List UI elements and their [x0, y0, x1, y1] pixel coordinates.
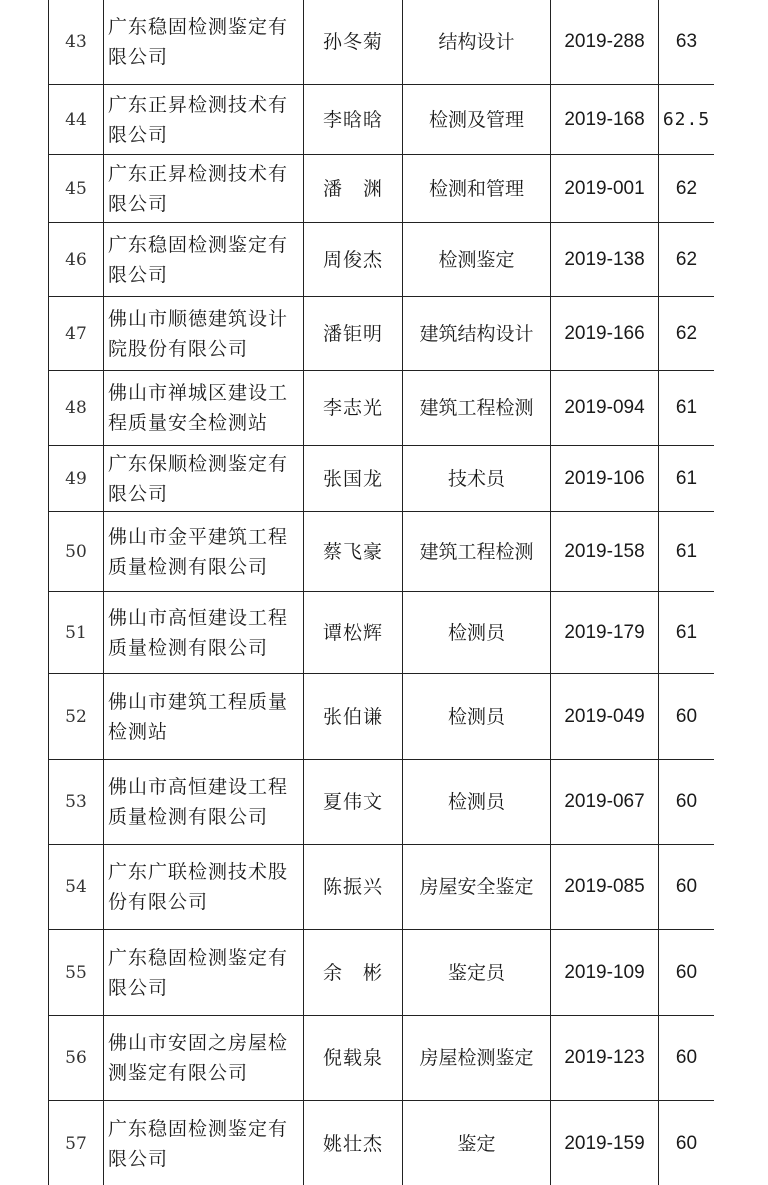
company-name: 广东保顺检测鉴定有限公司 — [104, 446, 304, 512]
certificate-number: 2019-109 — [551, 930, 659, 1016]
company-name: 广东稳固检测鉴定有限公司 — [104, 223, 304, 297]
specialty: 鉴定员 — [403, 930, 551, 1016]
table-row — [49, 297, 715, 371]
company-name: 佛山市高恒建设工程质量检测有限公司 — [104, 592, 304, 674]
specialty: 建筑工程检测 — [403, 512, 551, 592]
specialty: 检测员 — [403, 592, 551, 674]
specialty: 鉴定 — [403, 1101, 551, 1185]
table-row — [49, 512, 715, 592]
score: 60 — [659, 1101, 715, 1185]
specialty: 检测鉴定 — [403, 223, 551, 297]
row-index: 50 — [49, 512, 104, 592]
table-body — [49, 0, 715, 1185]
score: 61 — [659, 446, 715, 512]
person-name: 李志光 — [304, 371, 403, 446]
row-index: 47 — [49, 297, 104, 371]
certificate-number: 2019-166 — [551, 297, 659, 371]
score: 60 — [659, 845, 715, 930]
specialty: 结构设计 — [403, 0, 551, 85]
certificate-number: 2019-179 — [551, 592, 659, 674]
certificate-number: 2019-085 — [551, 845, 659, 930]
certificate-number: 2019-288 — [551, 0, 659, 85]
table-row — [49, 592, 715, 674]
table-row — [49, 845, 715, 930]
specialty: 检测员 — [403, 760, 551, 845]
score: 63 — [659, 0, 715, 85]
certificate-number: 2019-094 — [551, 371, 659, 446]
specialty: 检测员 — [403, 674, 551, 760]
specialty: 房屋检测鉴定 — [403, 1016, 551, 1101]
person-name: 张国龙 — [304, 446, 403, 512]
row-index: 52 — [49, 674, 104, 760]
row-index: 57 — [49, 1101, 104, 1185]
person-name: 余 彬 — [304, 930, 403, 1016]
table-row — [49, 223, 715, 297]
certificate-number: 2019-049 — [551, 674, 659, 760]
table-row — [49, 1016, 715, 1101]
specialty: 检测及管理 — [403, 85, 551, 155]
company-name: 广东稳固检测鉴定有限公司 — [104, 0, 304, 85]
score: 62.5 — [659, 85, 715, 155]
row-index: 43 — [49, 0, 104, 85]
row-index: 51 — [49, 592, 104, 674]
company-name: 广东稳固检测鉴定有限公司 — [104, 930, 304, 1016]
person-name: 张伯谦 — [304, 674, 403, 760]
certificate-number: 2019-067 — [551, 760, 659, 845]
certificate-number: 2019-168 — [551, 85, 659, 155]
table-row — [49, 674, 715, 760]
row-index: 46 — [49, 223, 104, 297]
person-name: 李晗晗 — [304, 85, 403, 155]
company-name: 广东稳固检测鉴定有限公司 — [104, 1101, 304, 1185]
table-row — [49, 371, 715, 446]
score: 61 — [659, 371, 715, 446]
specialty: 建筑工程检测 — [403, 371, 551, 446]
person-name: 周俊杰 — [304, 223, 403, 297]
score: 62 — [659, 297, 715, 371]
certificate-number: 2019-001 — [551, 155, 659, 223]
score: 61 — [659, 592, 715, 674]
row-index: 49 — [49, 446, 104, 512]
person-name: 倪载泉 — [304, 1016, 403, 1101]
table-row — [49, 155, 715, 223]
row-index: 53 — [49, 760, 104, 845]
company-name: 广东正昇检测技术有限公司 — [104, 155, 304, 223]
certificate-number: 2019-159 — [551, 1101, 659, 1185]
person-name: 潘 渊 — [304, 155, 403, 223]
row-index: 55 — [49, 930, 104, 1016]
score: 60 — [659, 1016, 715, 1101]
company-name: 佛山市安固之房屋检测鉴定有限公司 — [104, 1016, 304, 1101]
results-sheet — [48, 0, 714, 1185]
specialty: 检测和管理 — [403, 155, 551, 223]
row-index: 44 — [49, 85, 104, 155]
person-name: 夏伟文 — [304, 760, 403, 845]
table-row — [49, 85, 715, 155]
certificate-number: 2019-138 — [551, 223, 659, 297]
score: 60 — [659, 760, 715, 845]
person-name: 蔡飞豪 — [304, 512, 403, 592]
row-index: 56 — [49, 1016, 104, 1101]
person-name: 谭松辉 — [304, 592, 403, 674]
company-name: 佛山市禅城区建设工程质量安全检测站 — [104, 371, 304, 446]
company-name: 佛山市顺德建筑设计院股份有限公司 — [104, 297, 304, 371]
row-index: 54 — [49, 845, 104, 930]
person-name: 孙冬菊 — [304, 0, 403, 85]
table-row — [49, 446, 715, 512]
table-row — [49, 0, 715, 85]
row-index: 45 — [49, 155, 104, 223]
table-row — [49, 930, 715, 1016]
specialty: 建筑结构设计 — [403, 297, 551, 371]
score: 62 — [659, 155, 715, 223]
score: 60 — [659, 930, 715, 1016]
table-row — [49, 760, 715, 845]
specialty: 房屋安全鉴定 — [403, 845, 551, 930]
results-table — [48, 0, 714, 1185]
score: 60 — [659, 674, 715, 760]
score: 62 — [659, 223, 715, 297]
company-name: 佛山市金平建筑工程质量检测有限公司 — [104, 512, 304, 592]
person-name: 潘钜明 — [304, 297, 403, 371]
person-name: 姚壮杰 — [304, 1101, 403, 1185]
company-name: 广东正昇检测技术有限公司 — [104, 85, 304, 155]
company-name: 广东广联检测技术股份有限公司 — [104, 845, 304, 930]
certificate-number: 2019-106 — [551, 446, 659, 512]
row-index: 48 — [49, 371, 104, 446]
person-name: 陈振兴 — [304, 845, 403, 930]
certificate-number: 2019-123 — [551, 1016, 659, 1101]
specialty: 技术员 — [403, 446, 551, 512]
company-name: 佛山市建筑工程质量检测站 — [104, 674, 304, 760]
table-row — [49, 1101, 715, 1185]
score: 61 — [659, 512, 715, 592]
certificate-number: 2019-158 — [551, 512, 659, 592]
company-name: 佛山市高恒建设工程质量检测有限公司 — [104, 760, 304, 845]
